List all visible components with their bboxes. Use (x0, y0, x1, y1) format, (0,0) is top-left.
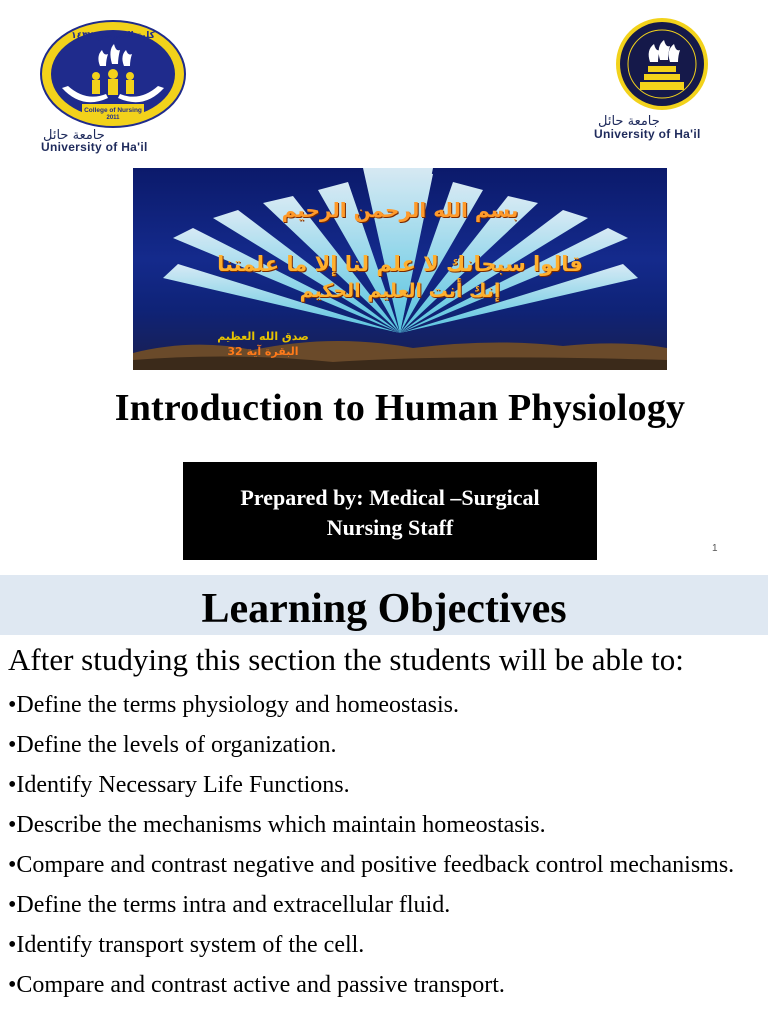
logo-band-text: College of Nursing (84, 107, 142, 114)
basmala-banner (133, 168, 667, 370)
banner-line-4: صدق الله العظيم (217, 330, 309, 343)
college-of-nursing-logo (38, 18, 188, 153)
logo-left-caption-arabic: جامعة حائل (43, 128, 105, 143)
list-item: •Define the levels of organization. (8, 732, 337, 758)
list-item: •Define the terms physiology and homeostasis. (8, 692, 459, 718)
objectives-list (8, 688, 748, 1008)
learning-objectives-heading: Learning Objectives (0, 575, 768, 635)
list-item: •Identify transport system of the cell. (8, 932, 365, 958)
prepared-by-line-1: Prepared by: Medical –Surgical (240, 485, 540, 510)
logo-ring-text: كلية التمريض ١٤٣٢ (71, 31, 155, 41)
slide-number: 1 (712, 543, 718, 554)
objectives-intro: After studying this section the students will be able to: (8, 642, 684, 677)
logo-band-year: 2011 (106, 115, 120, 121)
list-item: •Define the terms intra and extracellular fluid. (8, 892, 451, 918)
list-item: •Identify Necessary Life Functions. (8, 772, 350, 798)
banner-line-1: بسم الله الرحمن الرحيم (281, 198, 519, 222)
list-item: •Describe the mechanisms which maintain homeostasis. (8, 812, 546, 838)
logo-left-caption-english: University of Ha'il (41, 140, 148, 154)
banner-line-2: قالوا سبحانك لا علم لنا إلا ما علمتنا (217, 252, 583, 276)
list-item: •Compare and contrast negative and positive feedback control mechanisms. (8, 852, 735, 878)
presentation-title: Introduction to Human Physiology (114, 387, 686, 429)
university-of-hail-logo (590, 16, 735, 146)
banner-line-3: إنك أنت العليم الحكيم (299, 280, 501, 302)
list-item: •Compare and contrast active and passive transport. (8, 972, 505, 998)
prepared-by-box (183, 462, 597, 560)
banner-line-5: البقرة آية 32 (227, 345, 299, 358)
logo-right-caption-english: University of Ha'il (594, 127, 701, 141)
logo-right-caption-arabic: جامعة حائل (598, 114, 660, 129)
prepared-by-line-2: Nursing Staff (326, 515, 454, 540)
